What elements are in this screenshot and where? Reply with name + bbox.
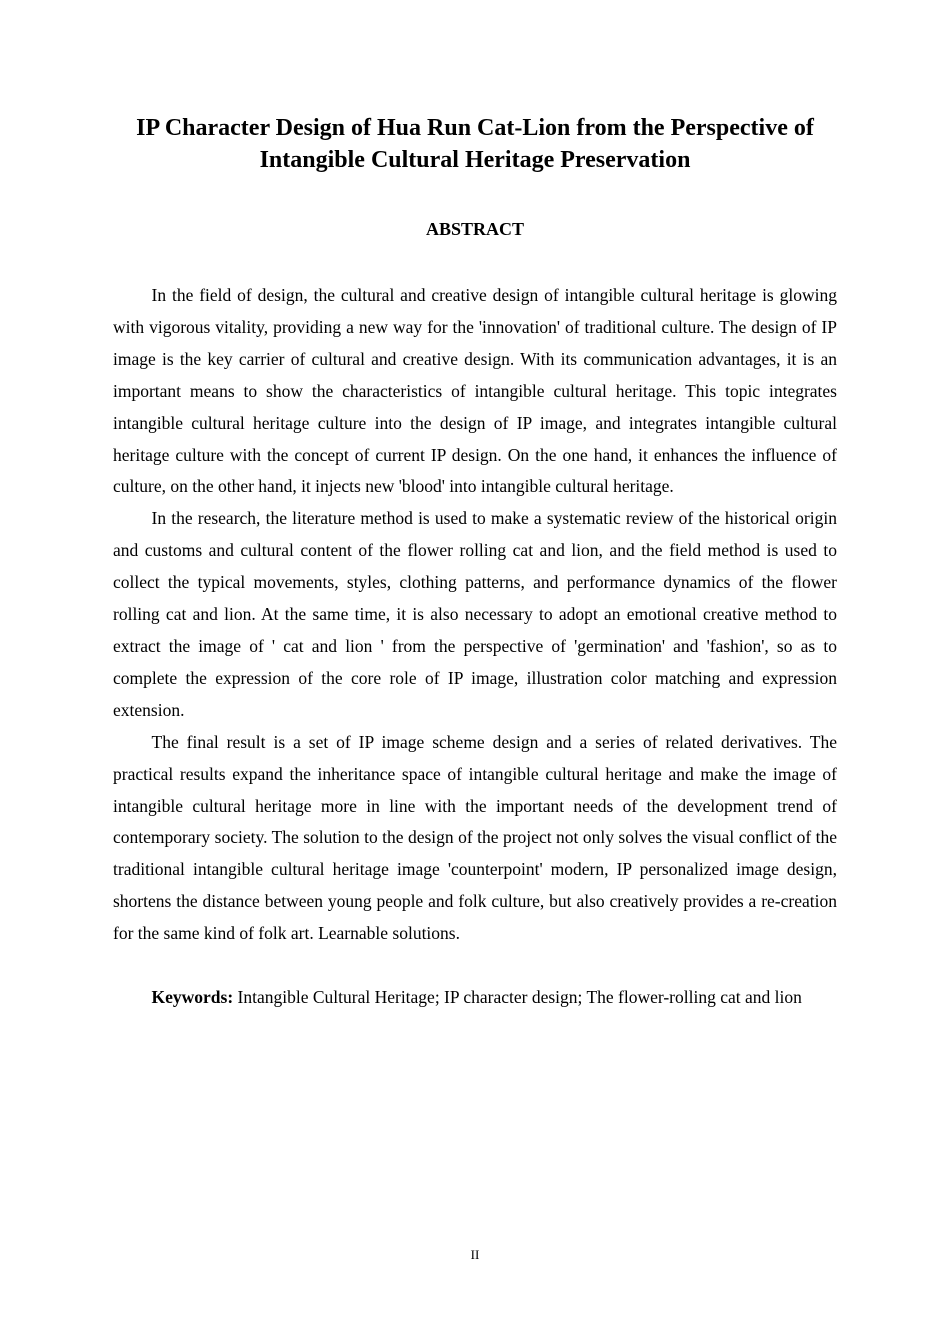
document-page	[113, 112, 837, 1014]
title-line-2: Intangible Cultural Heritage Preservation	[259, 147, 691, 173]
document-title	[113, 112, 837, 176]
keywords-label: Keywords:	[151, 987, 234, 1008]
abstract-paragraph-1: In the field of design, the cultural and creative design of intangible cultural heritage is glowing with vigorous vitality, providing a new way for the 'innovation' of traditional culture. The design of IP image is the key carrier of cultural and creative design. With its communication advantages, it is an important means to show the characteristics of intangible cultural heritage. This topic integrates intangible cultural heritage culture into the design of IP image, and integrates intangible cultural heritage culture with the concept of current IP design. On the one hand, it enhances the influence of culture, on the other hand, it injects new 'blood' into intangible cultural heritage.	[113, 285, 837, 497]
keywords-text: Intangible Cultural Heritage; IP character design; The flower-rolling cat and lion	[233, 987, 802, 1008]
page-number: II	[470, 1247, 480, 1262]
abstract-paragraph-2: In the research, the literature method is used to make a systematic review of the historical origin and customs and cultural content of the flower rolling cat and lion, and the field method is used to collect the typical movements, styles, clothing patterns, and performance dynamics of the flower rolling cat and lion. At the same time, it is also necessary to adopt an emotional creative method to extract the image of ' cat and lion ' from the perspective of 'germination' and 'fashion', so as to complete the expression of the core role of IP image, illustration color matching and expression extension.	[113, 508, 837, 720]
abstract-heading: ABSTRACT	[425, 219, 525, 239]
title-line-1: IP Character Design of Hua Run Cat-Lion from the Perspective of	[136, 115, 814, 141]
keywords-line	[113, 982, 837, 1014]
abstract-paragraph-3: The final result is a set of IP image scheme design and a series of related derivatives. The practical results expand the inheritance space of intangible cultural heritage and make the image of intangible cultural heritage more in line with the important needs of the development trend of contemporary society. The solution to the design of the project not only solves the visual conflict of the traditional intangible cultural heritage image 'counterpoint' modern, IP personalized image design, shortens the distance between young people and folk culture, but also creatively provides a re-creation for the same kind of folk art. Learnable solutions.	[113, 731, 837, 944]
abstract-body	[113, 280, 837, 950]
